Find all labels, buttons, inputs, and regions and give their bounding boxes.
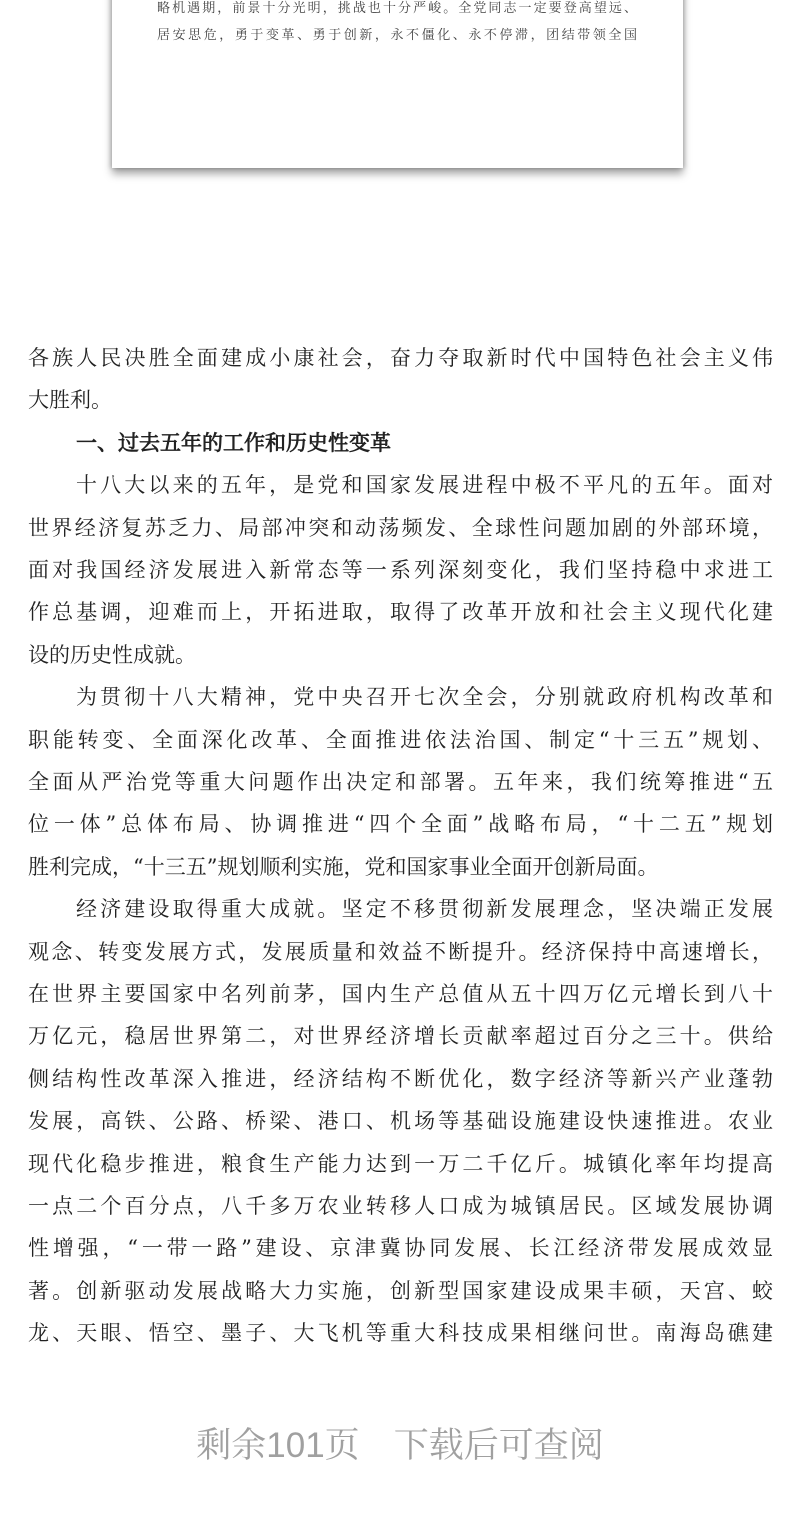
preview-page-card [112,0,683,168]
body-text-line: 一点二个百分点，八千多万农业转移人口成为城镇居民。区域发展协调 [28,1194,773,1218]
body-text-line: 大胜利。 [28,388,112,413]
body-text-line: 胜利完成，“十三五”规划顺利实施，党和国家事业全面开创新局面。 [28,854,659,879]
section-heading: 一、过去五年的工作和历史性变革 [76,430,391,455]
body-text-line: 职能转变、全面深化改革、全面推进依法治国、制定“十三五”规划、 [28,727,773,752]
body-text-line: 全面从严治党等重大问题作出决定和部署。五年来，我们统筹推进“五 [28,770,773,794]
body-text-line: 性增强，“一带一路”建设、京津冀协同发展、长江经济带发展成效显 [28,1236,773,1261]
body-text-line: 在世界主要国家中名列前茅，国内生产总值从五十四万亿元增长到八十 [28,982,773,1006]
body-text-line: 经济建设取得重大成就。坚定不移贯彻新发展理念，坚决端正发展 [76,897,773,922]
body-text-line: 世界经济复苏乏力、局部冲突和动荡频发、全球性问题加剧的外部环境， [28,515,773,540]
body-text-line: 十八大以来的五年，是党和国家发展进程中极不平凡的五年。面对 [76,473,773,498]
body-text-line: 发展，高铁、公路、桥梁、港口、机场等基础设施建设快速推进。农业 [28,1109,773,1134]
preview-text-line: 略机遇期，前景十分光明，挑战也十分严峻。全党同志一定要登高望远、 [157,1,637,16]
body-text-line: 作总基调，迎难而上，开拓进取，取得了改革开放和社会主义现代化建 [28,600,773,625]
body-text-line: 各族人民决胜全面建成小康社会，奋力夺取新时代中国特色社会主义伟 [28,346,773,370]
remaining-pages-label: 剩余101页 [196,1426,360,1465]
body-text-line: 位一体”总体布局、协调推进“四个全面”战略布局，“十二五”规划 [28,812,773,837]
body-text-line: 著。创新驱动发展战略大力实施，创新型国家建设成果丰硕，天宫、蛟 [28,1278,773,1303]
body-text-line: 侧结构性改革深入推进，经济结构不断优化，数字经济等新兴产业蓬勃 [28,1066,773,1091]
download-to-view-label[interactable]: 下载后可查阅 [393,1426,604,1465]
preview-text-line: 居安思危，勇于变革、勇于创新，永不僵化、永不停滞，团结带领全国 [157,28,637,43]
body-text-line: 面对我国经济发展进入新常态等一系列深刻变化，我们坚持稳中求进工 [28,558,773,582]
body-text-line: 为贯彻十八大精神，党中央召开七次全会，分别就政府机构改革和 [76,685,773,710]
body-text-line: 现代化稳步推进，粮食生产能力达到一万二千亿斤。城镇化率年均提高 [28,1151,773,1176]
body-text-line: 龙、天眼、悟空、墨子、大飞机等重大科技成果相继问世。南海岛礁建 [28,1321,773,1346]
download-prompt[interactable] [0,1418,800,1468]
body-text-line: 万亿元，稳居世界第二，对世界经济增长贡献率超过百分之三十。供给 [28,1024,773,1049]
body-text-line: 设的历史性成就。 [28,642,196,667]
body-text-line: 观念、转变发展方式，发展质量和效益不断提升。经济保持中高速增长， [28,939,773,964]
